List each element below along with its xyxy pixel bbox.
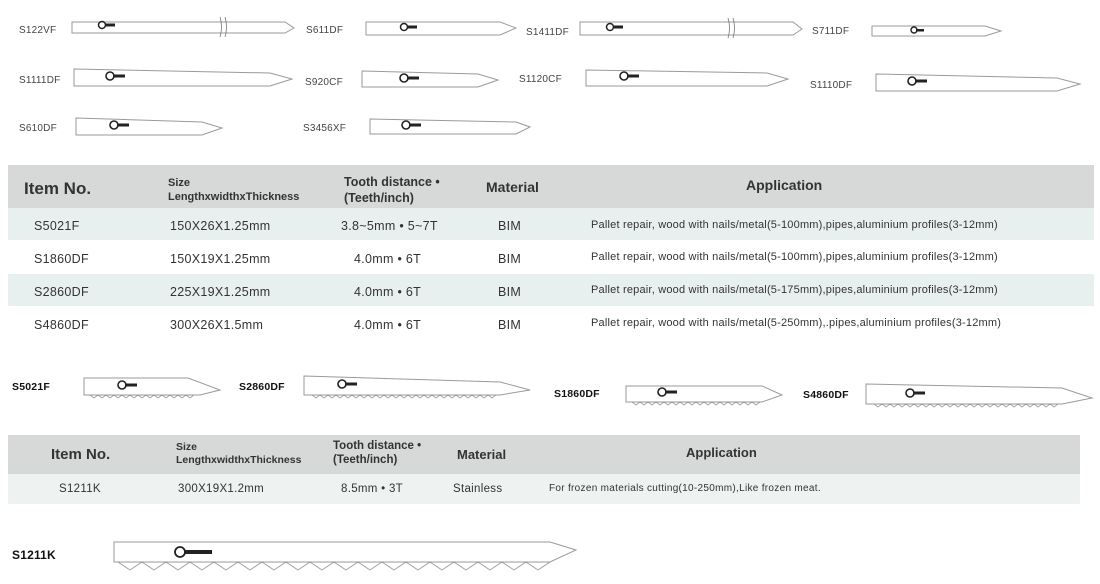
t1-header-application: Application — [746, 177, 823, 193]
cell-item: S2860DF — [34, 285, 89, 299]
cell-tooth: 8.5mm • 3T — [341, 483, 403, 495]
cell-size: 225X19X1.25mm — [170, 285, 271, 299]
cell-size: 300X19X1.2mm — [178, 483, 265, 495]
t2-header-application: Application — [686, 445, 757, 460]
blade-label-s1411df: S1411DF — [526, 27, 569, 38]
blade-image-s1120cf — [582, 66, 792, 90]
t2-header-size: Size — [176, 441, 198, 453]
blade-image-s611df — [360, 16, 520, 38]
cell-tooth: 3.8~5mm • 5~7T — [341, 219, 438, 233]
blade-label-s611df: S611DF — [306, 25, 344, 36]
blade-label-s1211k: S1211K — [12, 548, 56, 562]
cell-application: Pallet repair, wood with nails/metal(5-100mm),pipes,aluminium profiles(3-12mm) — [591, 251, 998, 263]
t2-header-size-sub: LengthxwidthxThickness — [176, 454, 302, 466]
blade-label-s2860df: S2860DF — [239, 381, 285, 393]
cell-size: 300X26X1.5mm — [170, 318, 264, 332]
blade-label-s1860df: S1860DF — [554, 388, 600, 400]
cell-tooth: 4.0mm • 6T — [354, 318, 422, 332]
cell-item: S5021F — [34, 219, 80, 233]
blade-label-s5021f: S5021F — [12, 381, 50, 393]
blade-image-s4860df — [862, 380, 1096, 410]
cell-material: BIM — [498, 252, 522, 266]
table2-header — [8, 435, 1080, 474]
table-row — [8, 240, 1094, 272]
blade-label-s1110df: S1110DF — [810, 80, 853, 91]
cell-application: For frozen materials cutting(10-250mm),Like frozen meat. — [549, 483, 821, 494]
blade-label-s610df: S610DF — [19, 123, 57, 134]
t1-header-item-no: Item No. — [24, 179, 92, 198]
cell-material: BIM — [498, 219, 522, 233]
t2-header-item-no: Item No. — [51, 446, 111, 463]
blade-image-s610df — [72, 114, 226, 140]
cell-material: BIM — [498, 285, 522, 299]
blade-image-s3456xf — [366, 115, 534, 139]
t1-header-tooth-sub: (Teeth/inch) — [344, 191, 414, 205]
t1-header-tooth: Tooth distance • — [344, 175, 440, 189]
cell-item: S1860DF — [34, 252, 89, 266]
blade-image-s1111df — [70, 65, 296, 91]
blade-label-s4860df: S4860DF — [803, 389, 849, 401]
cell-material: BIM — [498, 318, 522, 332]
t1-header-size: Size — [168, 177, 191, 189]
table-row — [8, 474, 1080, 504]
cell-application: Pallet repair, wood with nails/metal(5-100mm),pipes,aluminium profiles(3-12mm) — [591, 219, 998, 231]
t1-header-size-sub: LengthxwidthxThickness — [168, 191, 300, 203]
blade-image-s1110df — [872, 70, 1084, 96]
blade-image-s122vf — [70, 15, 296, 37]
cell-application: Pallet repair, wood with nails/metal(5-175mm),pipes,aluminium profiles(3-12mm) — [591, 284, 998, 296]
t2-header-tooth: Tooth distance • — [333, 440, 422, 452]
blade-label-s3456xf: S3456XF — [303, 123, 347, 134]
blade-label-s122vf: S122VF — [19, 25, 57, 36]
blade-image-s1211k — [110, 538, 580, 574]
blade-image-s5021f — [80, 374, 224, 400]
blade-label-s1111df: S1111DF — [19, 75, 61, 86]
table-row — [8, 208, 1094, 240]
blade-image-s711df — [870, 20, 1004, 40]
cell-size: 150X19X1.25mm — [170, 252, 271, 266]
cell-application: Pallet repair, wood with nails/metal(5-250mm),.pipes,aluminium profiles(3-12mm) — [591, 317, 1002, 329]
blade-image-s2860df — [300, 372, 534, 400]
cell-material: Stainless — [453, 483, 503, 495]
cell-tooth: 4.0mm • 6T — [354, 285, 422, 299]
cell-item: S1211K — [59, 483, 101, 495]
table1-header — [8, 165, 1094, 208]
t2-header-tooth-sub: (Teeth/inch) — [333, 454, 398, 466]
t2-header-material: Material — [457, 447, 507, 462]
blade-image-s920cf — [358, 67, 502, 91]
cell-tooth: 4.0mm • 6T — [354, 252, 422, 266]
blade-label-s1120cf: S1120CF — [519, 74, 562, 85]
blade-image-s1860df — [622, 382, 786, 408]
blade-image-s1411df — [578, 16, 804, 40]
table-row — [8, 306, 1094, 338]
t1-header-material: Material — [486, 179, 539, 195]
table-row — [8, 274, 1094, 306]
cell-size: 150X26X1.25mm — [170, 219, 271, 233]
blade-label-s711df: S711DF — [812, 26, 850, 37]
blade-label-s920cf: S920CF — [305, 77, 343, 88]
cell-item: S4860DF — [34, 318, 89, 332]
